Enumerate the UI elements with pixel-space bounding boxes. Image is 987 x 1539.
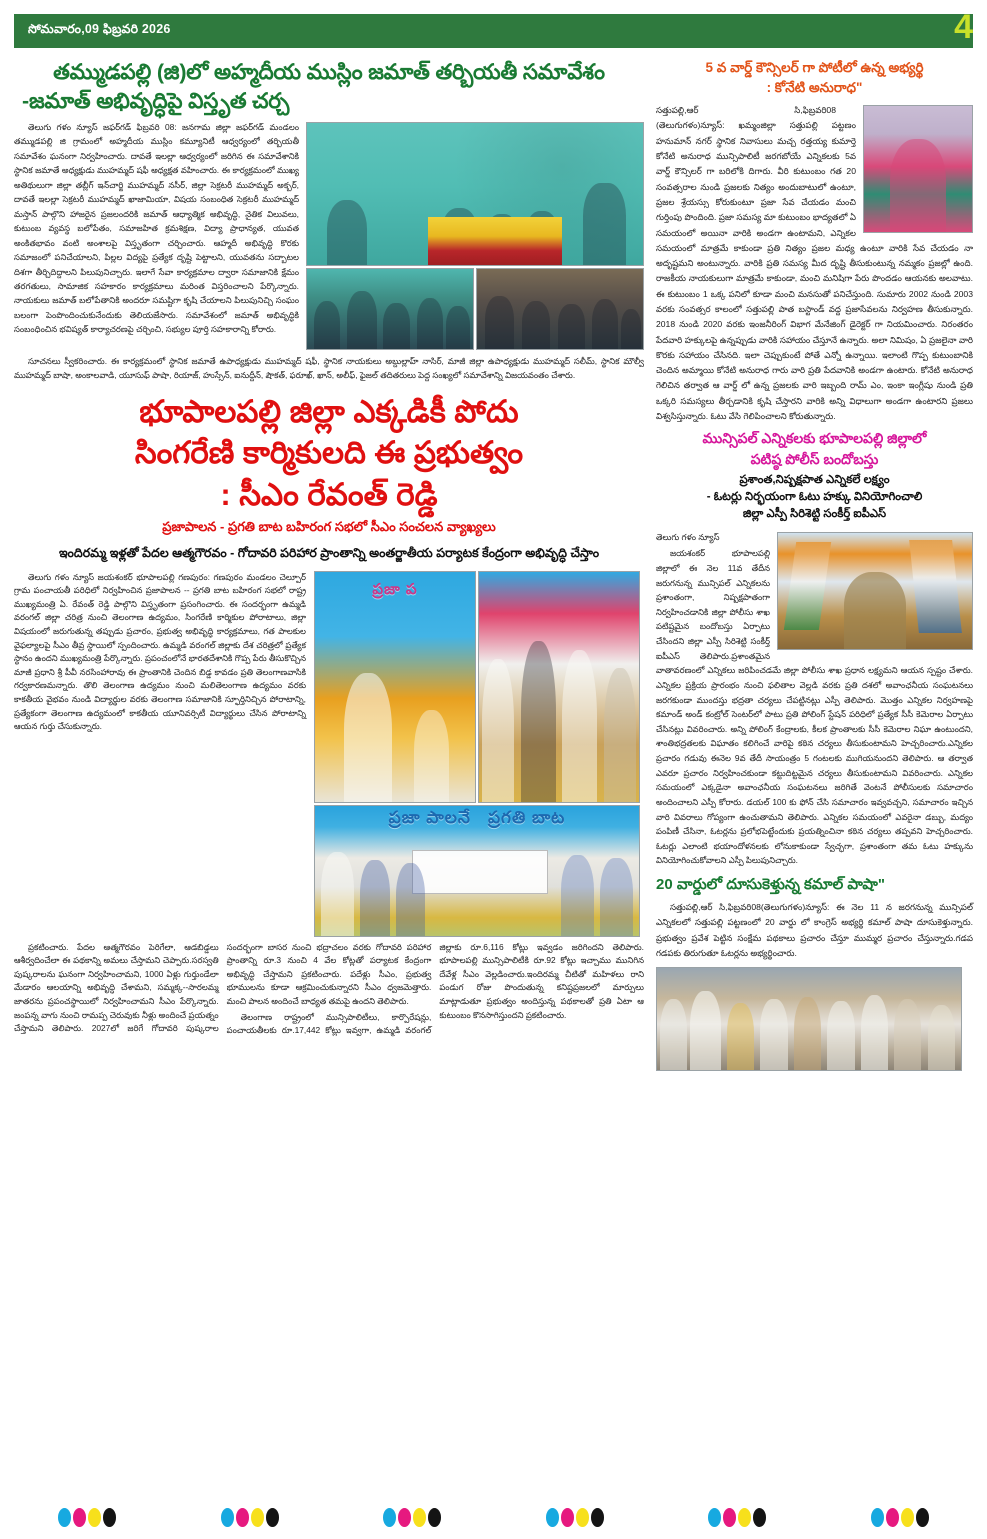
photo-figures-overlay-2 [307, 269, 473, 349]
page-number: 4 [954, 8, 973, 46]
article-cm-revanth-reddy [14, 391, 644, 1038]
photo-cheque-figures [315, 806, 639, 936]
article2-headline [14, 391, 644, 516]
article-ahmadiyya-meeting [14, 58, 644, 383]
reg-dot-black [916, 1508, 929, 1527]
reg-dot-magenta [73, 1508, 86, 1527]
r-article2-sub-line2: - ఓటర్లు నిర్భయంగా ఓటు హక్కు వినియోగించాలి [706, 491, 923, 504]
reg-dot-magenta [398, 1508, 411, 1527]
reg-dot-yellow [576, 1508, 589, 1527]
reg-dot-cyan [58, 1508, 71, 1527]
photo-campaign-group [656, 967, 962, 1071]
photo-figures-overlay-3 [477, 269, 643, 349]
article1-body-paragraph: తెలుగు గళం న్యూస్ జఫర్‌గడ్ ఫిబ్రవరి 08: జనగామ జిల్లా జఫర్‌గడ్ మండలం తమ్ముడపల్లి జి గ్రామంలో అహ్మదీయ ముస్లిం కమ్యూనిటీ ఆధ్వర్యంలో తర్బియతీ సమావేశం ఘనంగా నిర్వహించారు. దావతే ఇలల్లా ఆధ్వర్యంలో జరిగిన ఈ సమావేశానికి స్థానిక జమాతే అధ్యక్షుడు ముహమ్మద్ షఫీ అధ్యక్షత వహించారు. ఈ కార్యక్రమంలో ముఖ్య అతిథులుగా జిల్లా తబ్లీగ్ ఇన్‌చార్జి ముహమ్మద్ నసీర్, జిల్లా సెక్రటరీ ముహమ్మద్ అక్బర్, దావతే ఇలల్లా సెక్రటరీ ముహమ్మద్ ఖాజామియా, విషయ సంబంధిత సెక్రటరీ ముహమ్మద్ మస్తాన్ పాల్గొని హాజరైన ప్రజలందరికి జమాత్ ఆధ్యాత్మిక అభివృద్ధి, నైతిక విలువలు, కుటుంబ వ్యవస్థ బలోపేతం, సమాజహిత క్రమశిక్షణ, విద్యా ప్రాధాన్యత, యువత అంకితభావం వంటి అంశాలపై విస్తృతంగా చర్చించారు. ఆహ్మదీ అభివృద్ధి కొరకు సమాజంలో పనిచేయాలని, పిల్లల విద్యపై ప్రత్యేక దృష్టి పెట్టాలని, యువతను సద్బాటల దిశగా తీర్చిదిద్దాలని పిలుపునిచ్చారు. ఇలాగే సేవా కార్యక్రమాల ద్వారా సమాజానికి క్షేమం తరగతులు, సామాజిక సహకారం కార్యక్రమాలు మరింత విస్తరించాలని పేర్కొన్నారు. నాయకులు జమాత్ బలోపేతానికి అందరూ సమష్టిగా కృషి చేయాలని పిలుపునిచ్చి సంఘం బలంగా పెంపొందించుకునేందుకు తెలియజేసారు. సమావేశంలో జమాత్ అభివృద్ధికి సంబంధించిన భవిష్యత్ కార్యాచరణపై చర్చించి, సభ్యుల పూర్తి సహకారాన్ని కోరారు. [14, 122, 299, 335]
registration-mark-group [221, 1508, 279, 1527]
photo-figures-overlay [307, 123, 643, 265]
article-ward20-kamal-pasha [656, 874, 973, 1071]
r-article2-dateline: తెలుగు గళం న్యూస్ [656, 531, 720, 542]
reg-dot-cyan [871, 1508, 884, 1527]
article2-lower-columns [14, 941, 644, 1038]
article2-headline-line3: : సీఎం రేవంత్ రెడ్డి [220, 477, 438, 512]
photo-meeting-right [476, 268, 644, 350]
r-article2-subheads [656, 472, 973, 524]
r-article2-headline [656, 428, 973, 469]
article2-body-col3: తెలంగాణ రాష్ట్రంలో మున్సిపాలిటీలు, కార్పొరేషన్లు, పంచాయతీలకు రూ.17,442 కోట్లు ఇవ్వగా, ఉమ్మడి వరంగల్ జిల్లాకు రూ.6,116 కోట్లు ఇవ్వడం జరిగిందని తెలిపారు. భూపాలపల్లి మున్సిపాలిటీకి రూ.92 కోట్లు ఇచ్చాము మునిగిన దేవేళ్ల సీఎం వెల్లడించారు.ఇందిరమ్మ చీటితో మహిళలు రాని పండుగ రోజు పొందుతున్న కనిష్టప్రజలలో మార్పులు మాట్లాడుతూ ప్రభుత్వం అందిస్తున్న పథకాలతో ప్రతి ఏటా ఆ కుటుంబం కొనసాగిస్తుందని ప్రకటించారు. [226, 941, 644, 1036]
left-column [14, 58, 644, 1498]
r-article2-sub-line1: ప్రశాంత,నిష్పక్షపాత ఎన్నికలే లక్ష్యం [739, 473, 890, 486]
article2-headline-line1: భూపాలపల్లి జిల్లా ఎక్కడికీ పోదు [139, 393, 519, 429]
r-article1-dateline-left: సత్తుపల్లి,ఆర్ [656, 105, 699, 116]
photo-sp-figure [778, 533, 972, 649]
registration-marks-row [0, 1508, 987, 1527]
reg-dot-magenta [723, 1508, 736, 1527]
article2-headline-line2: సింగరేణి కార్మికులది ఈ ప్రభుత్వం [134, 435, 524, 471]
article2-upper-block [14, 571, 644, 937]
reg-dot-cyan [383, 1508, 396, 1527]
article2-body-col1: తెలుగు గళం న్యూస్ జయశంకర్ భూపాలపల్లి గణపురం: గణపురం మండలం చెల్పూర్ గ్రామ పంచాయతీ పరిధిలో నిర్వహించిన ప్రజాపాలన -- ప్రగతి బాట బహిరంగ సభలో రాష్ట్ర ముఖ్యమంత్రి ఏ. రేవంత్ రెడ్డి పాల్గొని విస్తృతంగా ప్రసంగించారు. ఈ సందర్భంగా ఉమ్మడి వరంగల్ జిల్లా చరిత్ర నుంచి తెలంగాణ ఉద్యమం, సింగరేణి కార్మికుల పోరాటాలు, జిల్లా విషయంలో జరుగుతున్న తప్పుడు ప్రచారం, ప్రభుత్వ అభివృద్ధి కార్యక్రమాలు, గత పాలకుల వైఫల్యాలపై సీఎం తీవ్ర స్థాయిలో స్పందించారు. ఉమ్మడి వరంగల్ జిల్లాకు దేశ చరిత్రలో ప్రత్యేక స్థానం ఉందని ముఖ్యమంత్రి పేర్కొన్నారు. ప్రపంచంలోనే భారతదేశానికి గొప్ప పేరు తీసుకొచ్చిన మాజీ ప్రధాని శ్రీ పీవీ నరసింహారావు ఈ ప్రాంతానికి చెందిన బిడ్డ కావడం ప్రతి తెలంగాణవాసికి గర్వకారణమన్నారు. తొలి తెలంగాణ ఉద్యమం నుంచి మలితెలంగాణ ఉద్యమం వరకు కాకతీయ వైభవం నుండి విద్యార్థుల వరకు తెలంగాణ సమాజానికి స్ఫూర్తినిచ్చిన పోరాటాన్ని, ప్రత్యేకంగా తెలంగాణ ఉద్యమంలో కాకతీయ యూనివర్సిటీ విద్యార్థులు చేసిన పోరాటాన్ని ఆయన గుర్తు చేసుకున్నారు. [14, 571, 306, 732]
article-ward5-candidate [656, 58, 973, 424]
article-police-bandobast [656, 428, 973, 868]
article2-subhead-black: ఇందిరమ్మ ఇళ్లతో పేదల ఆత్మగౌరవం - గోదావరి పరిహార ప్రాంతాన్ని అంతర్జాతీయ పర్యాటక కేంద్రంగా అభివృద్ధి చేస్తాం [58, 545, 600, 560]
reg-dot-yellow [901, 1508, 914, 1527]
r-article3-text [656, 900, 973, 961]
photo-cm-group-figures [479, 572, 639, 802]
newspaper-page [0, 8, 987, 1539]
reg-dot-black [266, 1508, 279, 1527]
reg-dot-yellow [251, 1508, 264, 1527]
article1-caption: సూచనలు స్వీకరించారు. ఈ కార్యక్రమంలో స్థానిక జమాతే ఉపాధ్యక్షుడు ముహమ్మద్ షఫీ, స్థానిక నాయకులు అబ్దుల్లాహ్ నాసిర్, మాజీ జిల్లా ఉపాధ్యక్షుడు ముహమ్మద్ సలీమ్, స్థానిక మౌల్వీ ముహమ్మద్ బాషా, అంకాలవాడి, యూసుఫ్ పాషా, రియాజ్, హుస్సేన్, ఐనుద్దీన్, షౌకత్, ఫరూఖ్, ఖాన్, అలీఫ్, ఫైజల్ తదితరులు పెద్ద సంఖ్యలో సమావేశాన్ని విజయవంతం చేశారు. [14, 356, 644, 381]
reg-dot-black [103, 1508, 116, 1527]
reg-dot-magenta [236, 1508, 249, 1527]
registration-mark-group [58, 1508, 116, 1527]
r-article1-headline [656, 58, 973, 97]
photo-cm-speech [314, 571, 476, 803]
article1-headline [14, 58, 644, 116]
reg-dot-cyan [708, 1508, 721, 1527]
registration-mark-group [708, 1508, 766, 1527]
article2-text-col1 [14, 571, 306, 937]
article1-headline-line1: తమ్ముడపల్లి (జి)లో అహ్మదీయ ముస్లిం జమాత్ తర్బియతీ సమావేశం [53, 60, 605, 84]
registration-mark-group [546, 1508, 604, 1527]
article2-body-col2: ప్రకటించారు. పేదల ఆత్మగౌరవం పెరిగేలా, ఆడబిడ్డలు ఆశీర్వదించేలా ఈ పథకాన్ని అమలు చేస్తామని చెప్పారు.సరస్వతి పుష్కరాలను ఘనంగా నిర్వహించామని, 1000 ఏళ్లు గుర్తుండేలా మేడారం ఆలయాన్ని అభివృద్ధి చేశామని, సమ్మక్క--సారలమ్మ జాతరను ప్రపంచస్థాయిలో నిర్వహించామని సీఎం పేర్కొన్నారు. జంపన్న వాగు నుంచి రామప్ప చెరువుకు నీళ్లు అందించే ప్రయత్నం చేస్తామని తెలిపారు. 2027లో జరిగే గోదావరి పుష్కరాల సందర్భంగా బాసర నుంచి భద్రాచలం వరకు గోదావరి పరిహార ప్రాంతాన్ని రూ.3 నుంచి 4 వేల కోట్లతో పర్యాటక కేంద్రంగా అభివృద్ధి చేస్తామని ప్రకటించారు. పదేళ్లు సీఎం, ప్రభుత్వ భూములను కూడా ఆక్రమించుకున్నారని సీఎం ధ్వజమెత్తారు. మంచి పాలన అందించే బాధ్యత తమపై ఉందని తెలిపారు. [14, 941, 432, 1034]
page-body-grid [14, 58, 973, 1498]
right-column [656, 58, 973, 1498]
photo-cheque-banner: ప్రజా పాలనే ప్రగతి బాట [388, 808, 566, 828]
photo-meeting-left [306, 268, 474, 350]
photo-candidate-anuradha [863, 105, 973, 233]
article1-caption-block [14, 354, 644, 383]
photo-cluster-meeting [306, 122, 644, 350]
r-article1-body: (తెలుగుగళం)న్యూస్: ఖమ్మంజిల్లా సత్తుపల్లి పట్టణం హనుమాన్ నగర్ స్థానిక నివాసులు మచ్చ రత్తయ్య కుమార్తె కోనేటి అనురాధ మున్సిపాలిటీ జరగబోయే ఎన్నికలకు 5వ వార్డ్ కౌన్సిలర్ గా బరిలోకి దిగారు. వీరి కుటుంబం గత 20 సంవత్సరాల నుండి ప్రజలకు నిత్యం అందుబాటులో ఉంటూ, ప్రజల శ్రేయస్సు కోరుకుంటూ ప్రజా సేవ చేయడం మంచి గుర్తింపు పొందింది. ప్రజా సమస్య మా కుటుంబం భాద్యతలో ఏ సమయంలో అయినా వారికి అండగా ఉంటామని, ఎన్నికల సమయంలో మాత్రమే కాకుండా ప్రతి నిత్యం ప్రజల మధ్య ఉంటూ వారికి సేవ చేయడం నా అదృష్టమని అంటున్నారు. వారికి ప్రతి సమస్య మీద దృష్టి తీసుకుంటున్న నమ్మకం ప్రజల్లో ఉంది. రాజకీయ నాయకులుగా మాత్రమే కాకుండా, మంచి మనిషిగా పేరు పొందడం ఆయనకు అలవాటు. ఈ కుటుంబం 1 ఒక్క పనిలో కూడా మంచి మనసుతో పనిచేస్తుంది. సుమారు 2002 నుండి 2003 వరకు సంవత్సర కాలంలో సత్తుపల్లి పాత బస్టాండ్ వద్ద ప్రజాసేవలను నిర్వహణ తీసుకున్నారు. 2018 నుండి 2020 వరకు ఇంజనీరింగ్ విభాగ మేనేజింగ్ డైరెక్టర్ గా నియమించారు. నిరంతరం పేదవారి హక్కులపై ఉన్నప్పుడు వారికి సహాయం చేస్తూనే ఉన్నారు. అలా నిమిషం, ఏ ప్రజలైనా వారి కొరకు సహాయం చేసినది. ఇలా చెప్పుకుంటే పోతే ఎన్నో ఉన్నాయి. ఇలాంటి గొప్ప కుటుంబానికి చెందిన అమ్మాయి కోనేటి అనురాధ గారు వారి ప్రతి పేదవానికి అండగా ఉంటారు. కోనేటి అనురాధ గెలిచిన తర్వాత ఆ వార్డ్ లో ఉన్న ప్రజలకు వారి ఇబ్బంది రామ్ ఎం, ఇంకా ఇంగ్లీషు నుండి ప్రతి ఒక్కరి సమస్యలు తీర్చడానికి కృషి చేస్తారని వారికి అన్ని విధాలుగా అండగా ఉంటారని ప్రజలు విశ్వసిస్తున్నారు. ఓటు వేసి గెలిపించాలని కోరుతున్నారు. [656, 120, 973, 422]
r-article1-headline-line1: 5 వ వార్డ్ కౌన్సిలర్ గా పోటీలో ఉన్న అభ్యర్థి [705, 60, 924, 75]
reg-dot-black [591, 1508, 604, 1527]
reg-dot-yellow [88, 1508, 101, 1527]
masthead-bar [14, 14, 973, 48]
reg-dot-cyan [546, 1508, 559, 1527]
reg-dot-black [428, 1508, 441, 1527]
article2-photo-stack [314, 571, 640, 937]
r-article2-body: జయశంకర్ భూపాలపల్లి జిల్లాలో ఈ నెల 11వ తేదీన జరుగనున్న మున్సిపల్ ఎన్నికలను ప్రశాంతంగా, నిష్పక్షపాతంగా నిర్వహించడానికి జిల్లా పోలీసు శాఖ పటిష్టమైన బందోబస్తు ఏర్పాటు చేసిందని జిల్లా ఎస్పీ సిరిశెట్టి సంకీర్త్ ఐపీఎస్ తెలిపారు.ప్రశాంతమైన వాతావరణంలో ఎన్నికలు జరిపించడమే జిల్లా పోలీసు శాఖ ప్రధాన లక్ష్యమని ఆయన స్పష్టం చేశారు. ఎన్నికల ప్రక్రియ ప్రారంభం నుంచి ఫలితాల వెల్లడి వరకు ప్రతి దశలో అవాంఛనీయ సంఘటనలు జరగకుండా ముందస్తు భద్రతా చర్యలు చేపట్టినట్లు ఎస్పీ తెలిపారు. మొత్తం ఎన్నికల నిర్వహణపై కమాండ్ అండ్ కంట్రోల్ సెంటర్‌లో పాటు ప్రతి పోలింగ్ స్టేషన్ పరిధిలో ప్రత్యేక సీసీ కెమెరాల ఏర్పాటు చేసినట్లు వివరించారు. అన్ని పోలింగ్ కేంద్రాలకు, కీలక ప్రాంతాలకు సీసీ కెమెరాల నిఘా ఉంటుందని, శాంతిభద్రతలకు విఘాతం కలిగించే వారిపై కఠిన చర్యలు తీసుకుంటామని హెచ్చరించారు.ఎన్నికల ప్రచారం గడువు ఈనెల 9వ తేదీ సాయంత్రం 5 గంటలకు ముగియనుందని తెలిపారు. ఆ తర్వాత ఎవరూ ప్రచారం నిర్వహించకుండా కట్టుదిట్టమైన చర్యలు తీసుకుంటామని వివరించారు. ఎన్నికల సమయంలో ఎక్కడైనా అవాంఛనీయ సంఘటనలు జరిగితే వెంటనే పోలీసులకు సమాచారం అందించాలని ఎస్పీ కోరారు. డయల్ 100 కు ఫోన్ చేసి సమాచారం ఇవ్వవచ్చని, సమాచారం ఇచ్చిన వారి వివరాలు గోప్యంగా ఉంచుతామని తెలిపారు. ఎన్నికల సమయంలో ఎవరైనా డబ్బు, మద్యం పంపిణీ చేసినా, ఓటర్లను ప్రలోభపెట్టేందుకు ప్రయత్నించినా కఠిన చర్యలు తప్పవని హెచ్చరించారు. ఓటర్లు ఎలాంటి భయాందోళనలకు లోనుకాకుండా స్వేచ్ఛగా, ప్రశాంతంగా తమ ఓటు హక్కును వినియోగించుకోవాలని ఎస్పీ పిలుపునిచ్చారు. [656, 548, 973, 866]
photo-cm-felicitation [478, 571, 640, 803]
reg-dot-yellow [738, 1508, 751, 1527]
reg-dot-black [753, 1508, 766, 1527]
reg-dot-cyan [221, 1508, 234, 1527]
reg-dot-yellow [413, 1508, 426, 1527]
photo-district-sp [777, 532, 973, 650]
photo-cm-figures [315, 572, 475, 802]
photo-campaign-figures [657, 968, 961, 1070]
photo-candidate-figure [864, 106, 972, 232]
registration-mark-group [383, 1508, 441, 1527]
registration-mark-group [871, 1508, 929, 1527]
photo-cheque-presentation [314, 805, 640, 937]
r-article3-headline: 20 వార్డులో దూసుకెళ్తున్న కమాల్ పాషా" [656, 876, 885, 894]
reg-dot-magenta [561, 1508, 574, 1527]
reg-dot-magenta [886, 1508, 899, 1527]
article1-headline-line2: -జమాత్ అభివృద్ధిపై విస్తృత చర్చ [22, 89, 290, 114]
publication-date: సోమవారం,09 ఫిబ్రవరి 2026 [28, 22, 171, 36]
r-article3-body: సత్తుపల్లి,ఆర్ సి,ఫిబ్రవరి08(తెలుగుగళం)న్యూస్: ఈ నెల 11 న జరగనున్న మున్సిపల్ ఎన్నికలలో సత్తుపల్లి పట్టణంలో 20 వార్డు లో కాంగ్రెస్ అభ్యర్థి కమాల్ పాషా దూసుకెళ్తున్నారు. ప్రభుత్వం ప్రవేశ పెట్టిన సంక్షేమ పథకాలు ప్రచారం చేస్తూ ముమ్మర ప్రచారం చేస్తున్నారు.గడప గడపకు తిరుగుతూ ఓటర్లను అభ్యర్థించారు. [656, 902, 973, 958]
photo-meeting-main [306, 122, 644, 266]
r-article1-dateline-right: సి,ఫిబ్రవరి08 [794, 105, 836, 116]
r-article2-sub-line3: జిల్లా ఎస్పీ సిరిశెట్టి సంకీర్త్ ఐపీఎస్ [742, 508, 887, 521]
article2-subhead-red: ప్రజాపాలన - ప్రగతి బాట బహిరంగ సభలో సీఎం సంచలన వ్యాఖ్యలు [162, 518, 496, 534]
photo-banner-text: ప్రజా ప [372, 580, 418, 598]
r-article1-headline-line2: : కోనేటి అనురాధ" [766, 79, 863, 95]
r-article2-headline-line1: మున్సిపల్ ఎన్నికలకు భూపాలపల్లి జిల్లాలో [702, 430, 927, 447]
r-article2-headline-line2: పటిష్ఠ పోలీస్ బందోబస్తు [750, 450, 879, 467]
